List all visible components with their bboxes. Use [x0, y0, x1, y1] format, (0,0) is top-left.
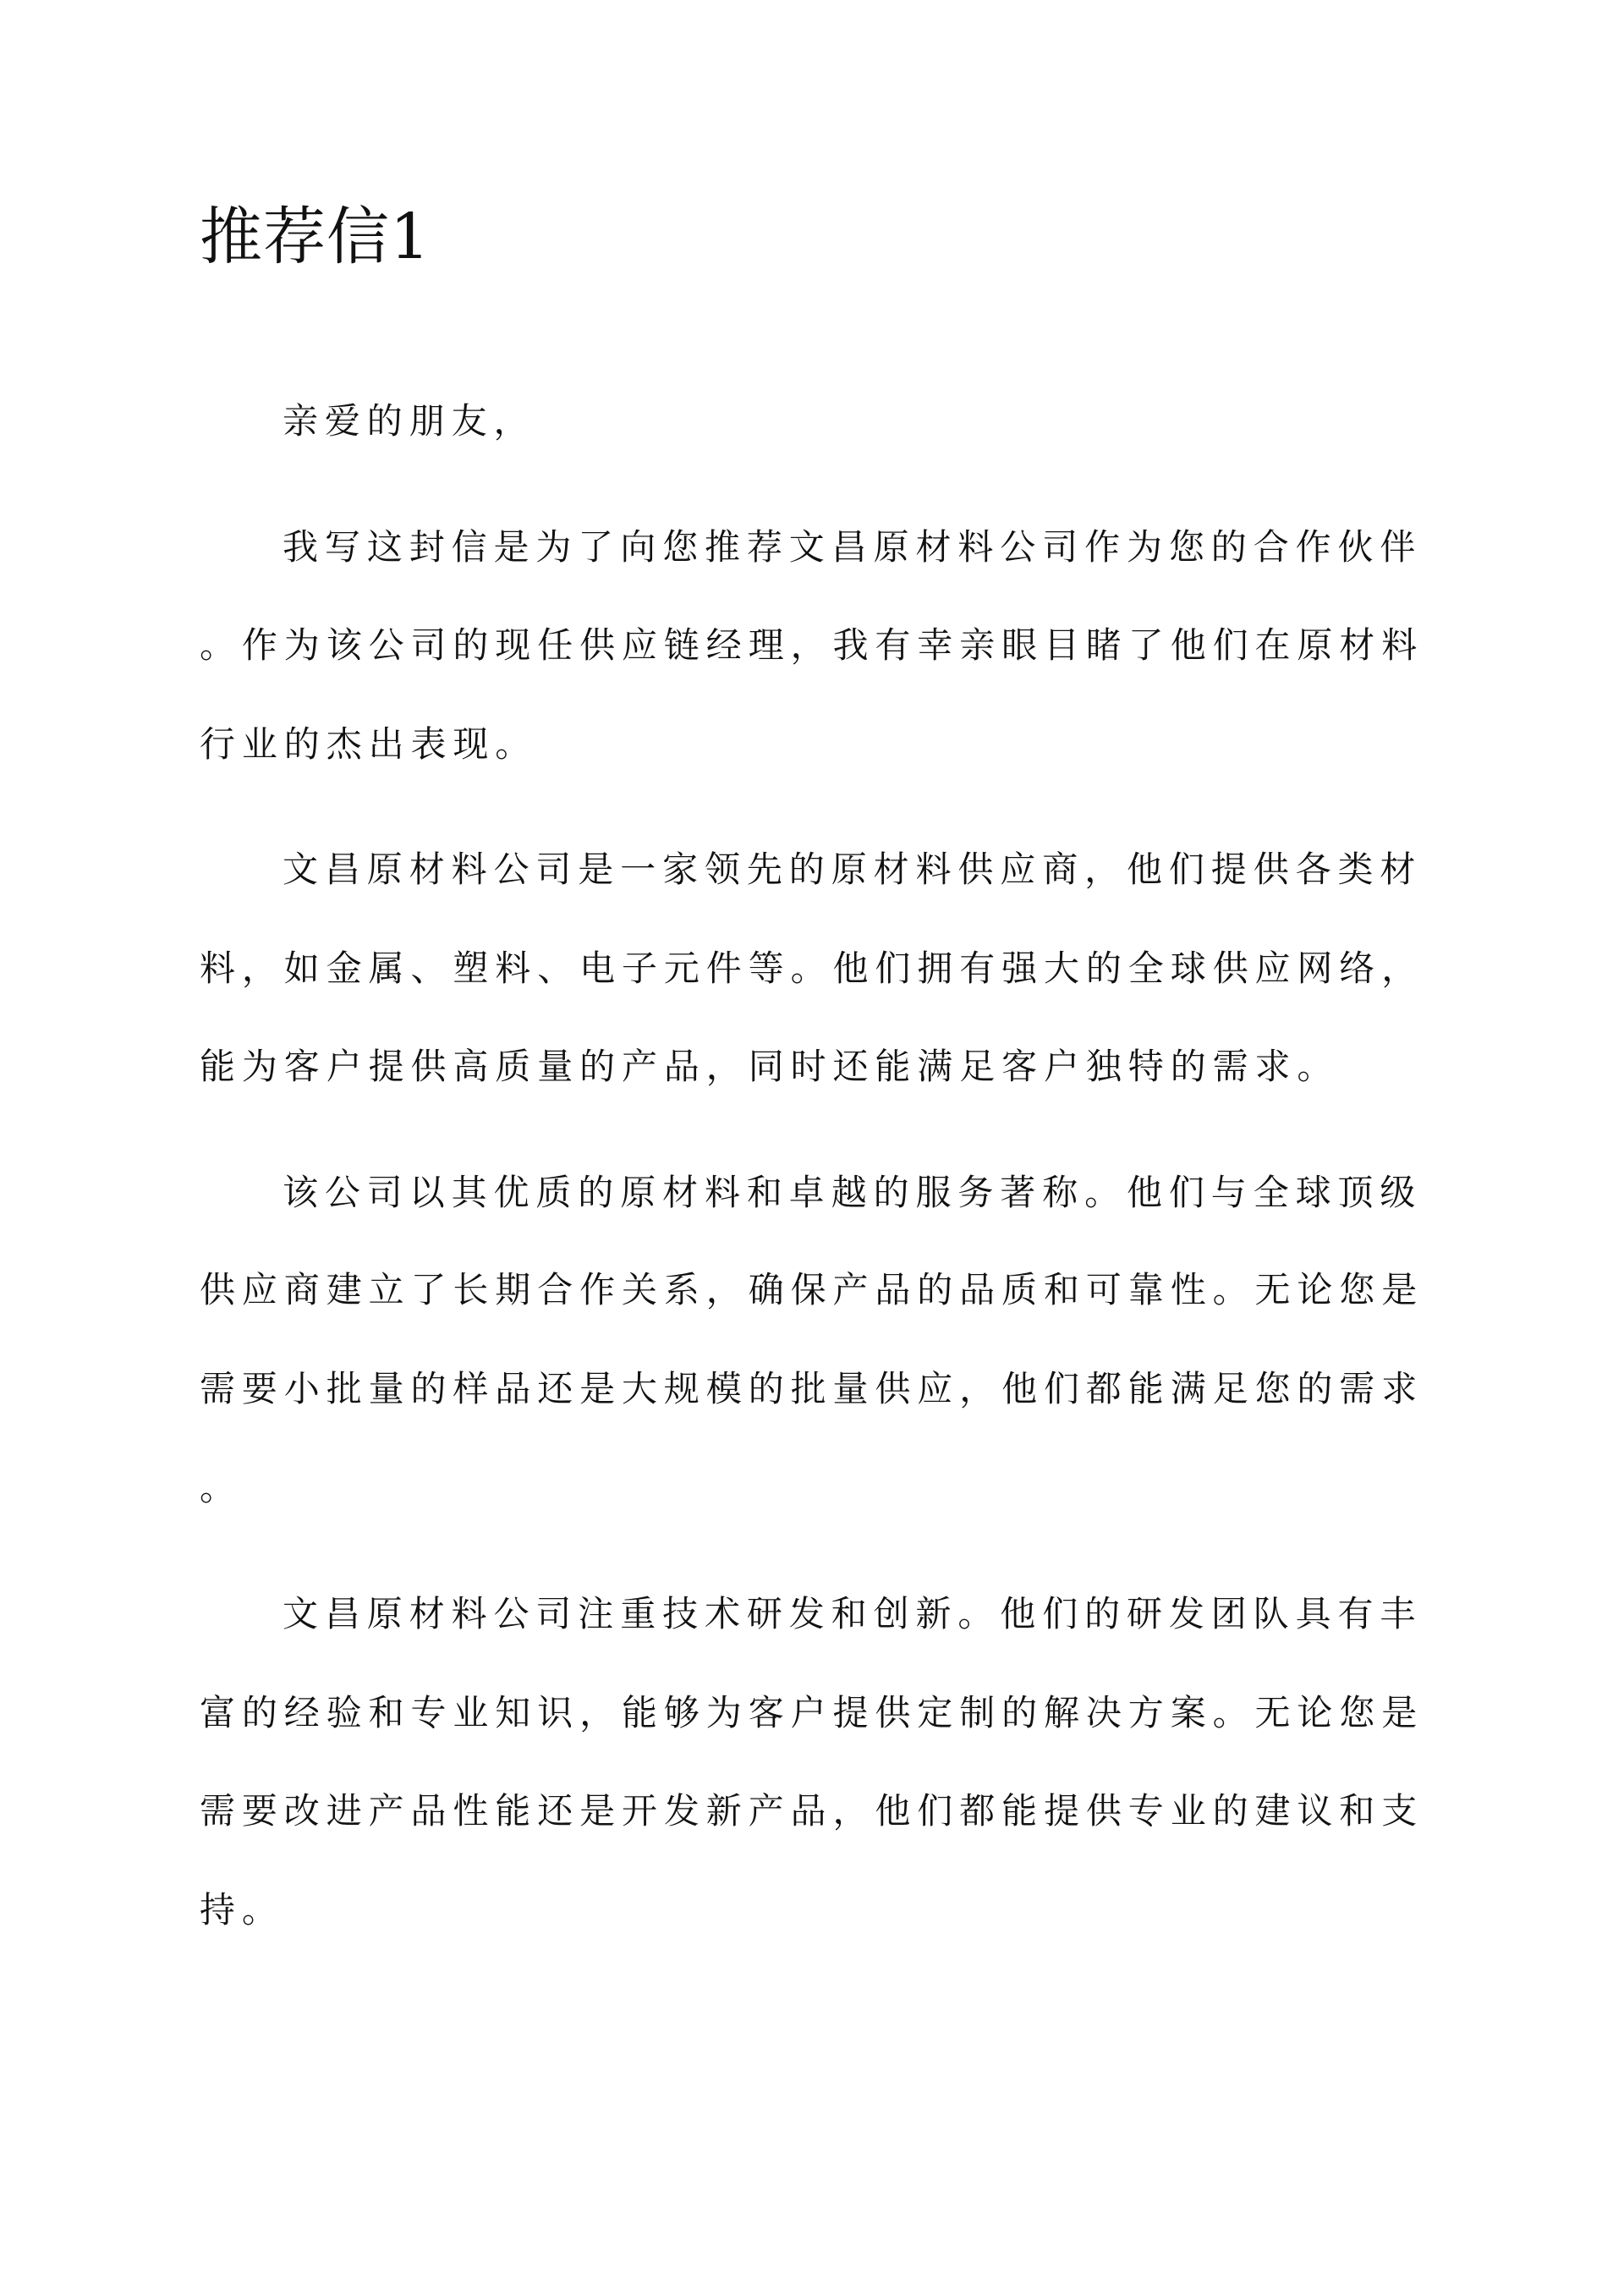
- paragraph-4-line-1: 文昌原材料公司注重技术研发和创新。他们的研发团队具有丰: [283, 1593, 1423, 1634]
- paragraph-1-line-3: 行业的杰出表现。: [200, 723, 538, 765]
- paragraph-2-line-3: 能为客户提供高质量的产品，同时还能满足客户独特的需求。: [200, 1046, 1340, 1087]
- paragraph-3-line-2: 供应商建立了长期合作关系，确保产品的品质和可靠性。无论您是: [200, 1269, 1424, 1310]
- paragraph-3-line-1: 该公司以其优质的原材料和卓越的服务著称。他们与全球顶级: [283, 1172, 1423, 1213]
- document-title: 推荐信1: [200, 200, 431, 273]
- paragraph-4-line-2: 富的经验和专业知识，能够为客户提供定制的解决方案。无论您是: [200, 1692, 1424, 1733]
- paragraph-3-line-3: 需要小批量的样品还是大规模的批量供应，他们都能满足您的需求: [200, 1368, 1424, 1409]
- greeting: 亲爱的朋友，: [283, 400, 536, 442]
- paragraph-2-line-1: 文昌原材料公司是一家领先的原材料供应商，他们提供各类材: [283, 849, 1423, 890]
- paragraph-1-line-2: 。作为该公司的现任供应链经理，我有幸亲眼目睹了他们在原材料: [200, 624, 1424, 666]
- paragraph-4-line-4: 持。: [200, 1889, 284, 1931]
- paragraph-3-line-4: 。: [200, 1467, 242, 1508]
- paragraph-2-line-2: 料，如金属、塑料、电子元件等。他们拥有强大的全球供应网络，: [200, 948, 1424, 989]
- paragraph-1-line-1: 我写这封信是为了向您推荐文昌原材料公司作为您的合作伙伴: [283, 526, 1423, 568]
- paragraph-4-line-3: 需要改进产品性能还是开发新产品，他们都能提供专业的建议和支: [200, 1790, 1424, 1832]
